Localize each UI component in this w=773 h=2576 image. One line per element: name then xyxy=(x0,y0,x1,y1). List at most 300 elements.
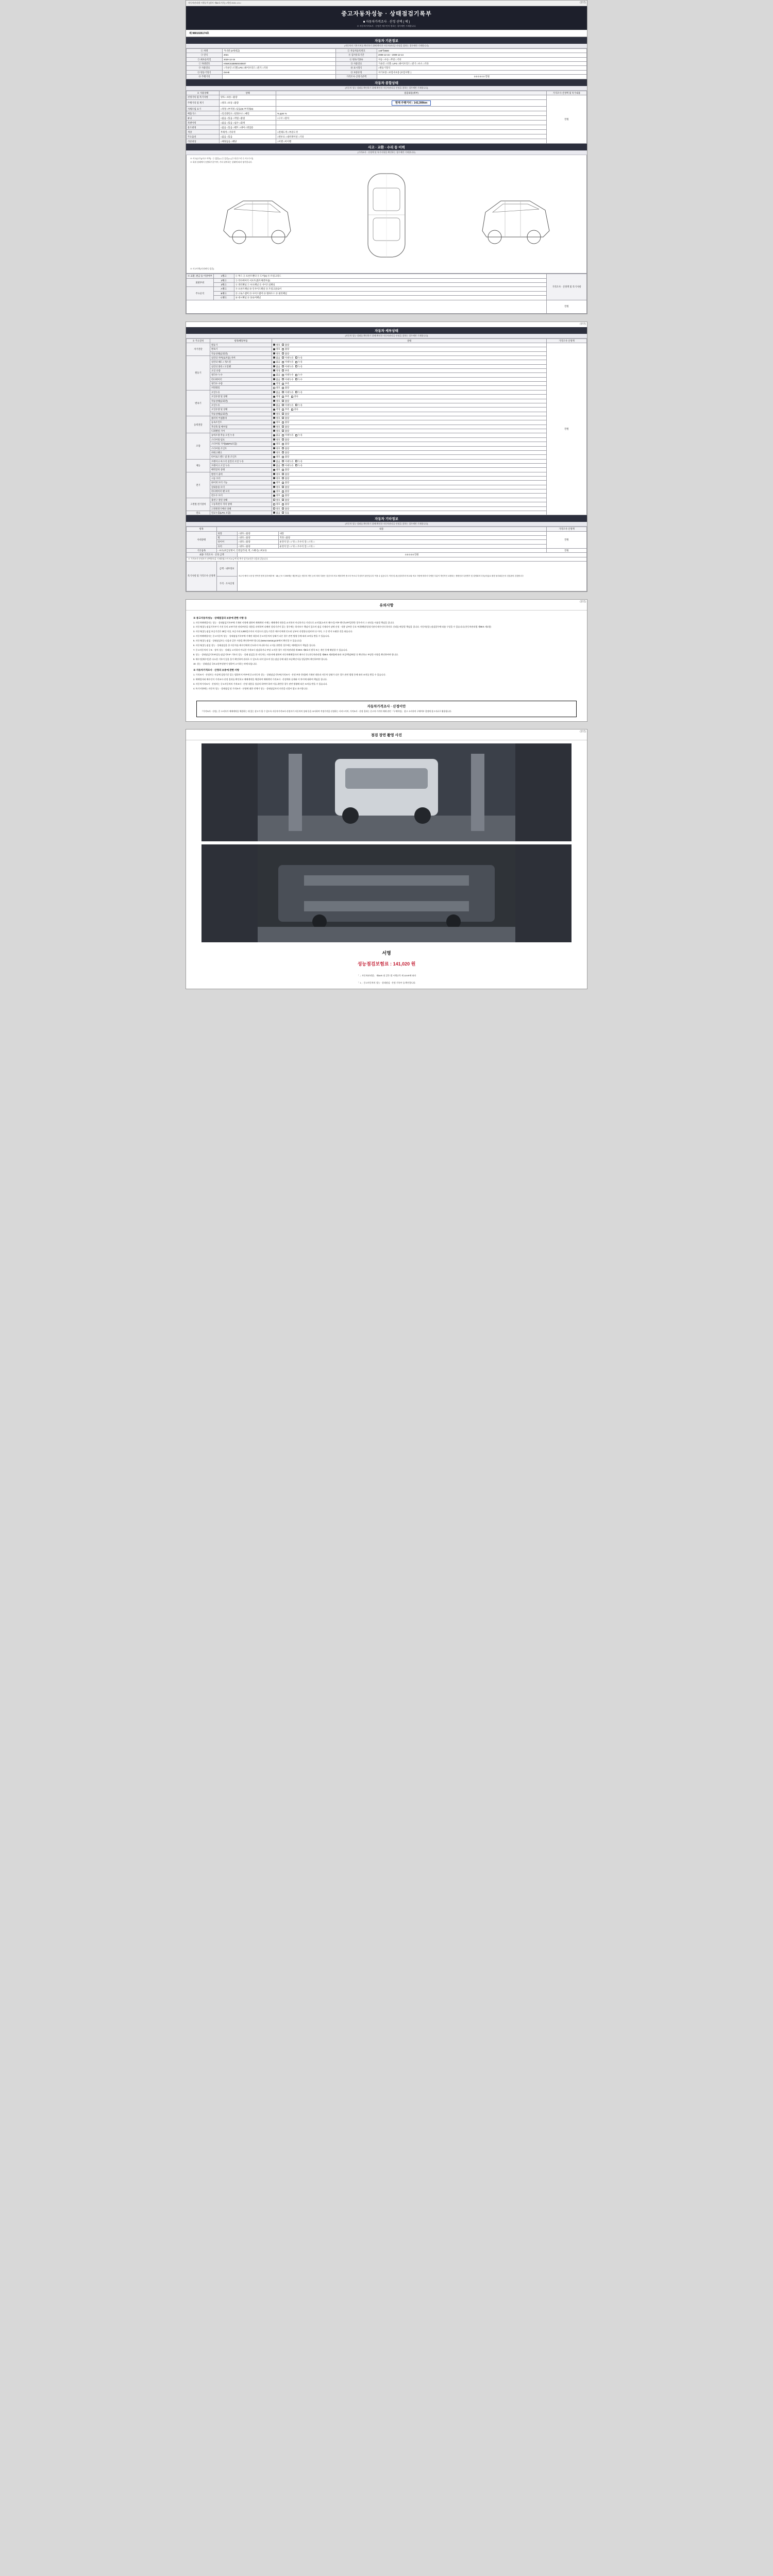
rank-label: 3랭크 xyxy=(213,283,234,287)
item-state[interactable]: 적정 부족 과다 xyxy=(272,408,547,412)
item-state[interactable]: 양호 불량 xyxy=(272,506,547,511)
group-label: 제동 xyxy=(187,459,210,472)
doc-subtitle: ■ 자동차가격조사 · 산정 선택 ( 예 ) xyxy=(363,21,410,24)
item-state[interactable]: 없음 미세누유 누유 xyxy=(272,390,547,394)
checkbox-off[interactable] xyxy=(282,391,284,393)
etc-item-state-2[interactable]: 적정 □불량 xyxy=(278,535,546,539)
checkbox-off[interactable] xyxy=(295,365,297,367)
page-corner-label-3: (앞면) xyxy=(580,600,586,603)
checkbox-on[interactable] xyxy=(273,464,275,466)
item-state[interactable]: 없음 미세누수 누수 xyxy=(272,377,547,381)
guarantee-title: 자동차가격조사 · 산정이안 xyxy=(367,705,406,709)
item-label: 작동상태(공회전) xyxy=(210,351,272,355)
mileage-box: 현재 주행거리 : 142,399km xyxy=(392,100,431,106)
sheet-photos xyxy=(186,729,587,989)
accident-note-value: 만원 xyxy=(547,300,587,313)
checkbox-on[interactable] xyxy=(273,413,275,415)
row-label: ⑧ 사용연료 xyxy=(336,62,377,66)
row-label: ⑦ 차대번호 xyxy=(187,62,223,66)
checkbox-off[interactable] xyxy=(282,482,284,484)
parts-group-label: 외판부위 xyxy=(187,278,214,287)
item-label: 시동 모터 xyxy=(210,477,272,481)
bottom-row-label: 금액 · 내부정보 xyxy=(216,561,237,576)
item-label: 파워크랭크 xyxy=(210,450,272,454)
notice-item: 1. 가격조사 · 산정자는 사실에 설정기준 있는 범위까지 여부에 중고자동차 성능 · 상태점검기록부(가격조사 · 산정 부분 한정)에 기재된 내용과 자동차 상태가 다른 경우 관련 법령 등에 따라 조치를 받을 수 있습니다. xyxy=(193,673,386,676)
checkbox-off[interactable] xyxy=(295,464,297,466)
row-state[interactable]: □없음 □있음 xyxy=(220,134,276,139)
checkbox-on[interactable] xyxy=(273,391,275,393)
item-label: 실린더 블록 / 오일팬 xyxy=(210,364,272,368)
item-label: 오일누유 xyxy=(210,403,272,407)
checkbox-off[interactable] xyxy=(282,443,284,445)
item-label: 라디에이터 팬 모터 xyxy=(210,489,272,494)
checkbox-off[interactable] xyxy=(282,473,284,475)
notice-item: 3. 자동차(성능점검 보증기간은 30일 이상, 보증거리 2,000킬로미터 이상으로 (성능기간은 매수인에게 인도된 날부터 산정합니다)이며 다 이며, 그 중 먼저 도래한 것을 따릅니다. xyxy=(193,630,353,633)
item-label: 원동기 xyxy=(210,343,272,347)
item-label: 발전기 출력 xyxy=(210,472,272,476)
checkbox-on[interactable] xyxy=(273,352,275,354)
etc-group-label: 사대상태 xyxy=(187,531,217,548)
row-state[interactable]: 무채색 □기타색 xyxy=(220,130,276,134)
item-label: 변속기 xyxy=(210,347,272,351)
row-label: ③ 연식 xyxy=(187,53,223,57)
item-state[interactable]: 없음 미세누유 누유 xyxy=(272,360,547,364)
item-state[interactable]: 양호 불량 xyxy=(272,481,547,485)
notice-item: 9. 매수인(매수인)은 다소한 기록이 있을 물가 확인하여 권리로 수 있도록 되어 있으며 성능점검 등에 대한 보증확인서를 발급받아 확인하여야 합니다. xyxy=(193,657,328,660)
section-etc-subnote: (자동차 성능·상태를 확인하기 위해 확인한 자동차관리증·산정을 참하는 경우에만 기재합니다) xyxy=(186,522,587,527)
checkbox-on[interactable] xyxy=(273,490,275,493)
row-label: ⑫ 보증유형 xyxy=(336,70,377,74)
etc-item-label: 외장 xyxy=(216,531,237,535)
etc-item-label: 휠 xyxy=(216,535,237,539)
checkbox-off[interactable] xyxy=(295,404,297,406)
row-label: 색상 xyxy=(187,130,220,134)
rank-label: A랭크 xyxy=(213,287,234,291)
rank-value: ⑯ 대시패널 ⑰ 플로어패널 xyxy=(234,296,546,300)
checkbox-off[interactable] xyxy=(295,357,297,359)
row-state[interactable]: □양호 □보통 □불량 xyxy=(220,99,276,107)
etc-table xyxy=(186,527,587,591)
row-label: 배출가스 xyxy=(187,111,220,116)
checkbox-off[interactable] xyxy=(282,438,284,440)
checkbox-off[interactable] xyxy=(282,486,284,488)
item-state[interactable]: 양호 불량 xyxy=(272,446,547,450)
item-state[interactable]: 양호 불량 xyxy=(272,347,547,351)
row-state[interactable]: 양호 □보통 □불량 xyxy=(220,95,276,99)
item-state[interactable]: 양호 불량 xyxy=(272,489,547,494)
checkbox-off[interactable] xyxy=(282,369,284,371)
item-state[interactable]: 양호 불량 xyxy=(272,343,547,347)
item-state[interactable]: 양호 불량 xyxy=(272,477,547,481)
item-label: 실린더 헤드 / 개스킷 xyxy=(210,360,272,364)
checkbox-off[interactable] xyxy=(282,374,284,376)
item-state[interactable]: 없음 미세누유 누유 xyxy=(272,364,547,368)
item-state[interactable]: 없음 미세누수 누수 xyxy=(272,373,547,377)
checkbox-on[interactable] xyxy=(273,409,275,411)
rank-value: ⑥ 쿼터패널 ⑦ 루프패널 ⑧ 사이드실패널 xyxy=(234,283,546,287)
checkbox-on[interactable] xyxy=(273,404,275,406)
item-label: 스티어링 조인트 xyxy=(210,446,272,450)
car-diagram-group xyxy=(189,164,584,267)
group-label: 연료 xyxy=(187,511,210,515)
checkbox-off[interactable] xyxy=(282,477,284,479)
section-accident: 사고 · 교환 · 수리 등 이력 xyxy=(186,144,587,150)
row-value: 2021 xyxy=(223,53,336,57)
group-label: 고전원 전기장치 xyxy=(187,498,210,511)
item-state[interactable]: 적정 부족 xyxy=(272,382,547,386)
etc-item-state[interactable]: □양호 □불량 xyxy=(237,544,278,548)
overall-note: 만원 xyxy=(547,95,587,144)
checkbox-off[interactable] xyxy=(282,460,284,462)
checkbox-on[interactable] xyxy=(273,469,275,471)
final-price-label: 최종 가격조사 · 산정 금액 xyxy=(187,553,238,557)
item-state[interactable]: 양호 불량 xyxy=(272,468,547,472)
checkbox-off[interactable] xyxy=(282,383,284,385)
parts-rank-table xyxy=(186,274,587,313)
etc-item-state[interactable]: □양호 □불량 xyxy=(237,535,278,539)
item-state[interactable]: 없음 있음 xyxy=(272,511,547,515)
checkbox-off[interactable] xyxy=(291,409,293,411)
row-label: 튜닝 xyxy=(187,116,220,121)
group-label: 동력전달 xyxy=(187,416,210,433)
item-state[interactable]: 양호 불량 xyxy=(272,420,547,425)
item-state[interactable]: 양호 불량 xyxy=(272,351,547,355)
checkbox-on[interactable] xyxy=(273,374,275,376)
checkbox-on[interactable] xyxy=(273,430,275,432)
row-label: ⑨ 사용연료 xyxy=(187,66,223,70)
row-detail xyxy=(276,95,547,99)
checkbox-off[interactable] xyxy=(295,374,297,376)
item-state[interactable]: 양호 불량 xyxy=(272,485,547,489)
row-state[interactable]: □없음 □있음 □침수 □화재 xyxy=(220,121,276,125)
item-label: 배력장치 상태 xyxy=(210,468,272,472)
checkbox-off[interactable] xyxy=(282,430,284,432)
row-detail: □구조 □장치 xyxy=(276,116,547,121)
checkbox-off[interactable] xyxy=(282,404,284,406)
item-label: 고전원전기배선 상태 xyxy=(210,506,272,511)
checkbox-off[interactable] xyxy=(282,396,284,398)
row-detail: □썬루프 □내비게이션 □기타 xyxy=(276,134,547,139)
inspection-fee-label: 성능점검보험료 : xyxy=(357,961,392,967)
inspection-photo-1 xyxy=(201,743,572,841)
checkbox-on[interactable] xyxy=(273,396,275,398)
sheet-notice xyxy=(186,599,587,722)
overall-table xyxy=(186,91,587,144)
checkbox-off[interactable] xyxy=(291,396,293,398)
checkbox-off[interactable] xyxy=(282,357,284,359)
etc-item-state[interactable]: □양호 □불량 xyxy=(237,531,278,535)
checkbox-off[interactable] xyxy=(295,378,297,380)
checkbox-off[interactable] xyxy=(273,503,275,505)
checkbox-off[interactable] xyxy=(282,490,284,493)
notice-item: 5. 자동차(성능점검 · 상태점검자는 다음과 같은 사항을 확인하여야 합니다.(www.nowcar.go.kr에서 확인할 수 있습니다) xyxy=(193,639,301,642)
item-label: 작동상태(공회전) xyxy=(210,412,272,416)
item-label: 연료누출(LPG 포함) xyxy=(210,511,272,515)
group-label: 자기진단 xyxy=(187,343,210,355)
row-detail: □전체도색 □부분도색 xyxy=(276,130,547,134)
accident-line-2: ※ 하위 상태에서 송출하기준이며, 기타 위치하는 상태에 따라 평가합니다. xyxy=(190,161,253,164)
checkbox-off[interactable] xyxy=(282,426,284,428)
col-head: 항목 xyxy=(187,527,217,531)
item-label: 스티어링 펌프 xyxy=(210,437,272,442)
accident-line-1: ※ 사고(유무)(사고 이력) : ① 없음(○) ② 있음(○) (③ 단순수리 ④ 사고수리) xyxy=(190,158,254,160)
checkbox-off[interactable] xyxy=(282,400,284,402)
row-value: 2008-12-15 ~ 2009-12-14 xyxy=(377,53,587,57)
col-head: 상태 xyxy=(272,338,547,343)
item-label: 커먼레일 xyxy=(210,386,272,390)
checkbox-off[interactable] xyxy=(282,434,284,436)
row-label: 리콜대상 xyxy=(187,139,220,144)
checkbox-off[interactable] xyxy=(282,409,284,411)
item-state[interactable]: 없음 미세누유 누유 xyxy=(272,355,547,360)
group-label: 전기 xyxy=(187,472,210,498)
checkbox-on[interactable] xyxy=(273,357,275,359)
row-label: 자체조립 표기 xyxy=(187,107,220,111)
item-state[interactable]: 양호 불량 xyxy=(272,450,547,454)
row-detail xyxy=(276,125,547,130)
row-detail xyxy=(276,107,547,111)
checkbox-off[interactable] xyxy=(282,507,284,510)
checkbox-on[interactable] xyxy=(273,482,275,484)
item-label: 클러치 어셈블리 xyxy=(210,416,272,420)
checkbox-on[interactable] xyxy=(273,443,275,445)
notice-item: 2. 자동차(성능점검기록부가 거짓 등의 교부/기관 권리부분을 내용을 파악하여 다배된 성정기간이 있는 경우에는 하자보수 책임이 있으며 점검 기재되어 남에 선정 · 내용 납부한 중요 부위/해당/성정기관의 매수인의 하자로 신뢰를 배상할 책임을 집니다. 자동차(성능점검업무에 따름 구성물 수 있습니다.(자동차관리법 제58조 제1항) xyxy=(193,625,491,629)
item-label: 스티어링 기어(MDPS포함) xyxy=(210,442,272,446)
checkbox-off[interactable] xyxy=(282,421,284,423)
notice-item: 1. 자동차매매업자는 성능 · 상태점검기록부에 기재된 사항에 대하여 매매계약 시에는 매매계약 내용을 교지하지 아니하거나 거짓으로 교지할(소비자 매수인) 여부 확인/교부/일반한 경우까지 그 권리를 서술할 책임을 집니다. xyxy=(193,621,395,624)
checkbox-off[interactable] xyxy=(282,348,284,350)
checkbox-on[interactable] xyxy=(273,460,275,462)
sheet-detail xyxy=(186,321,587,592)
col-head: 상태 xyxy=(220,91,276,95)
row-label: ⑬ 주행거리 xyxy=(187,75,223,79)
bottom-left-label: 특기사항 및 가격조사·산정액 xyxy=(187,561,217,591)
item-state[interactable]: 양호 불량 xyxy=(272,502,547,506)
rank-value: ⑤ 라디에이터 서포트(볼트체결부품) xyxy=(234,278,546,282)
checkbox-off[interactable] xyxy=(282,464,284,466)
item-label: 작동상태(공회전) xyxy=(210,399,272,403)
checkbox-on[interactable] xyxy=(273,486,275,488)
row-label: 특별이력 xyxy=(187,121,220,125)
checkbox-on[interactable] xyxy=(273,369,275,371)
checkbox-off[interactable] xyxy=(282,456,284,458)
checkbox-off[interactable] xyxy=(273,507,275,510)
checkbox-off[interactable] xyxy=(273,387,275,389)
checkbox-off[interactable] xyxy=(282,447,284,449)
checkbox-on[interactable] xyxy=(273,477,275,479)
item-label: 브레이크 마스터 실린더 오일 누유 xyxy=(210,459,272,463)
checkbox-on[interactable] xyxy=(273,456,275,458)
checkbox-on[interactable] xyxy=(273,361,275,363)
photos-title: 점검 장면 촬영 사진 xyxy=(186,730,587,740)
doc-subnote: ※ 자동차가격조사 · 산정은 매수인이 원하는 경우에만 기재합니다. xyxy=(357,25,416,27)
col-head: 가격조사·산정액 및 특가내용 xyxy=(547,91,587,95)
checkbox-off[interactable] xyxy=(282,495,284,497)
checkbox-off[interactable] xyxy=(282,387,284,389)
item-state[interactable]: 양호 불량 xyxy=(272,412,547,416)
section-basic-info: 자동차 기본정보 xyxy=(186,37,587,44)
item-label: 실내송풍 모터 xyxy=(210,485,272,489)
checkbox-off[interactable] xyxy=(273,499,275,501)
checkbox-on[interactable] xyxy=(273,344,275,346)
checkbox-off[interactable] xyxy=(282,469,284,471)
checkbox-on[interactable] xyxy=(273,383,275,385)
checkbox-off[interactable] xyxy=(282,344,284,346)
checkbox-on[interactable] xyxy=(273,434,275,436)
rank-label: B랭크 xyxy=(213,291,234,295)
section-overall-state: 자동차 종합상태 xyxy=(186,79,587,86)
row-value: 자가보증 □보험사보증 (보험사명: ) xyxy=(377,70,587,74)
notice-item: 3. 자동차가격조사 · 산정자는 중고자동차의 가격조사 · 산정 내용을 성실히 하여야 하며 이를 위반한 경우 관련 법령에 따른 조치를 받을 수 있습니다. xyxy=(193,682,328,685)
checkbox-off[interactable] xyxy=(282,413,284,415)
checkbox-off[interactable] xyxy=(295,391,297,393)
checkbox-off[interactable] xyxy=(282,417,284,419)
col-head: 가격조사·산정액 xyxy=(547,527,587,531)
item-state[interactable]: 양호 불량 xyxy=(272,429,547,433)
document-page xyxy=(0,0,773,989)
checkbox-off[interactable] xyxy=(282,361,284,363)
item-label: 와이퍼 모터 기능 xyxy=(210,481,272,485)
row-state[interactable]: □일산화탄소 □탄화수소 □매연 xyxy=(220,111,276,116)
notice-item: 4. 자동차매매업자는 중고자동차 성능 · 상태점검기록부에 기재된 내용과 중고자동차의 상태가 다른 경우 관련 법령 등에 따라 조치를 받을 수 있습니다. xyxy=(193,635,330,638)
checkbox-off[interactable] xyxy=(282,499,284,501)
item-label: 냉각수 수량 xyxy=(210,382,272,386)
row-label: 가격조사·산정기준액 xyxy=(336,75,377,79)
inspection-photo-2 xyxy=(201,844,572,942)
row-value: D4HE xyxy=(223,70,336,74)
title-bar xyxy=(186,6,587,30)
notice-item: 2. 매매업자와 매수인이 가격조사·산정 결과를 확인하고 매매계약을 체결하여 매매계약 가격조사 · 산정액과 실제와 이 차이에 대하여 책임을 집니다. xyxy=(193,677,327,681)
item-state[interactable]: 양호 불량 xyxy=(272,416,547,420)
rank-value: ⑫ 크로스멤버 ⑬ 사이드멤버 ⑭ 휠하우스 ⑮ 필러패널 xyxy=(234,291,546,295)
page-corner-label-4: (앞면) xyxy=(580,730,586,733)
row-detail: % ppm % xyxy=(276,111,547,116)
item-state[interactable]: 양호 불량 xyxy=(272,399,547,403)
col-head: 내용 xyxy=(216,527,546,531)
basic-items-value[interactable]: □보유(취급설명서, 안전삼각대, 잭, 스패너) □미보유 xyxy=(216,549,546,553)
etc-item-state[interactable]: □양호 □불량 xyxy=(237,540,278,544)
row-value: 자동 □수동 □무단 □기타 xyxy=(377,57,587,61)
item-state[interactable]: 적정 부족 xyxy=(272,369,547,373)
row-label: ① 차명 xyxy=(187,49,223,53)
doc-title: 중고자동차성능 · 상태점검기록부 xyxy=(341,11,432,17)
item-state[interactable]: 없음 미세누유 누유 xyxy=(272,403,547,407)
checkbox-on[interactable] xyxy=(273,495,275,497)
item-state[interactable]: 없음 미세누유 누유 xyxy=(272,459,547,463)
row-value: □가솔린 □디젤 LPG □하이브리드 □전기 □기타 xyxy=(223,66,336,70)
etc-item-state-2[interactable]: 내장 xyxy=(278,531,546,535)
checkbox-on[interactable] xyxy=(273,438,275,440)
accident-diagram xyxy=(186,155,587,274)
row-state[interactable]: □없음 □있음 □렌트 □대여 □영업용 xyxy=(220,125,276,130)
checkbox-off[interactable] xyxy=(282,365,284,367)
notice-item: 7. 중고자동차의 구조 · 장치 성능 · 상태를 고지하지 아니한 가격조사 점검하거나 부당 고지한 경우 자동차관리법 제 80조 제8호의 벌칙 또는 개인 등에 해당할 수 있습니다. xyxy=(193,649,348,652)
checkbox-on[interactable] xyxy=(273,378,275,380)
item-state[interactable]: 양호 불량 xyxy=(272,472,547,476)
parts-group-label: 주요골격 xyxy=(187,287,214,300)
group-label: 변속기 xyxy=(187,390,210,416)
checkbox-on[interactable] xyxy=(273,421,275,423)
row-label: 주요옵션 xyxy=(187,134,220,139)
checkbox-off[interactable] xyxy=(282,451,284,453)
checkbox-on[interactable] xyxy=(273,365,275,367)
row-detail: □이행 □미이행 xyxy=(276,139,547,144)
accident-legend-note: ※ 사고이력(사진/판독·있음) xyxy=(190,268,214,270)
etc-item-label: 유리 xyxy=(216,544,237,548)
checkbox-on[interactable] xyxy=(273,417,275,419)
etc-item-state-2[interactable]: 운전석 앞 □ / 뒤 □ 조수석 앞 □ / 뒤 □ xyxy=(278,544,546,548)
group-label: 원동기 xyxy=(187,355,210,390)
checkbox-on[interactable] xyxy=(273,348,275,350)
item-state[interactable]: 없음 미세누유 누유 xyxy=(272,463,547,467)
item-state[interactable]: 양호 불량 xyxy=(272,455,547,459)
etc-item-state-2[interactable]: 운전석 앞 □ / 뒤 □ 조수석 앞 □ / 뒤 □ xyxy=(278,540,546,544)
item-state[interactable]: 양호 불량 xyxy=(272,425,547,429)
item-label: 실린더 커버(로커암) 커버 xyxy=(210,355,272,360)
sheet-basic xyxy=(186,0,587,314)
checkbox-off[interactable] xyxy=(282,352,284,354)
item-label: 오일유량 및 상태 xyxy=(210,395,272,399)
row-state[interactable]: □없음 □있음 □적법 □불법 xyxy=(220,116,276,121)
col-head: 점검내용(세부) xyxy=(276,91,547,95)
checkbox-on[interactable] xyxy=(273,400,275,402)
row-state[interactable]: □해당없음 □해당 xyxy=(220,139,276,144)
row-state[interactable]: □적정 □부적정 □있음(0) 부적정(0) xyxy=(220,107,276,111)
checkbox-on[interactable] xyxy=(273,512,275,514)
row-value: 가솔린 □디젤 □LPG □하이브리드 □전기 □수소 □기타 xyxy=(377,62,587,66)
checkbox-off[interactable] xyxy=(295,460,297,462)
item-state[interactable]: 없음 미세누유 누유 xyxy=(272,433,547,437)
section-overall-subnote: (자동차 성능·상태를 확인하기 위해 확인한 자동차관리증·산정을 참하는 경우에만 기재합니다) xyxy=(186,86,587,91)
price-boxes: 0 0 0 0 0 0 만원 xyxy=(377,75,587,79)
rank-label: 2랭크 xyxy=(213,278,234,282)
item-state[interactable]: 적정 부족 과다 xyxy=(272,395,547,399)
notice-section-2: ※ 자동차가격조사 · 산정의 보증에 관한 사항 xyxy=(193,668,240,671)
rank-value: ① 후드 ② 프론트팬더 ③ 도어(4) ④ 트렁크리드 xyxy=(234,274,546,278)
bottom-row-label: 가격 · 조사산정 xyxy=(216,576,237,591)
basic-items-note: 만원 xyxy=(547,549,587,553)
notice-item: 10. 성능 · 상태점검 국토교통부장관이 정하여 고시하는 바에 따릅니다. xyxy=(193,662,258,665)
item-label: 충전구 절연 상태 xyxy=(210,498,272,502)
section-accident-subnote: (가격조사 · 산정액 및 특기사항을 확인하는 경우에만 기재합니다) xyxy=(186,150,587,155)
item-label: 라디에이터 xyxy=(210,377,272,381)
checkbox-on[interactable] xyxy=(273,473,275,475)
row-value: 2020-12-15 xyxy=(223,57,336,61)
checkbox-off[interactable] xyxy=(295,434,297,436)
item-label: 디퍼렌셜 기어 xyxy=(210,429,272,433)
item-label: 브레이크 오일 누유 xyxy=(210,463,272,467)
checkbox-off[interactable] xyxy=(295,361,297,363)
col-head: ※ 사용상태 xyxy=(187,91,220,95)
col-head: 항목/해당부품 xyxy=(210,338,272,343)
photo-lift-underbody-view xyxy=(258,844,515,942)
item-state[interactable]: 양호 불량 xyxy=(272,437,547,442)
item-state[interactable]: 양호 불량 xyxy=(272,494,547,498)
item-label: 냉각수 누수 xyxy=(210,373,272,377)
checkbox-on[interactable] xyxy=(273,426,275,428)
row-label: ④ 검사유효기간 xyxy=(336,53,377,57)
checkbox-on[interactable] xyxy=(273,451,275,453)
item-state[interactable]: 양호 불량 xyxy=(272,386,547,390)
checkbox-off[interactable] xyxy=(282,503,284,505)
checkbox-on[interactable] xyxy=(273,447,275,449)
mileage-value xyxy=(276,99,547,107)
checkbox-off[interactable] xyxy=(282,378,284,380)
item-state[interactable]: 양호 불량 xyxy=(272,498,547,502)
checkbox-off[interactable] xyxy=(282,512,284,514)
item-state[interactable]: 양호 불량 xyxy=(272,442,547,446)
item-label: 윈도우 모터 xyxy=(210,494,272,498)
